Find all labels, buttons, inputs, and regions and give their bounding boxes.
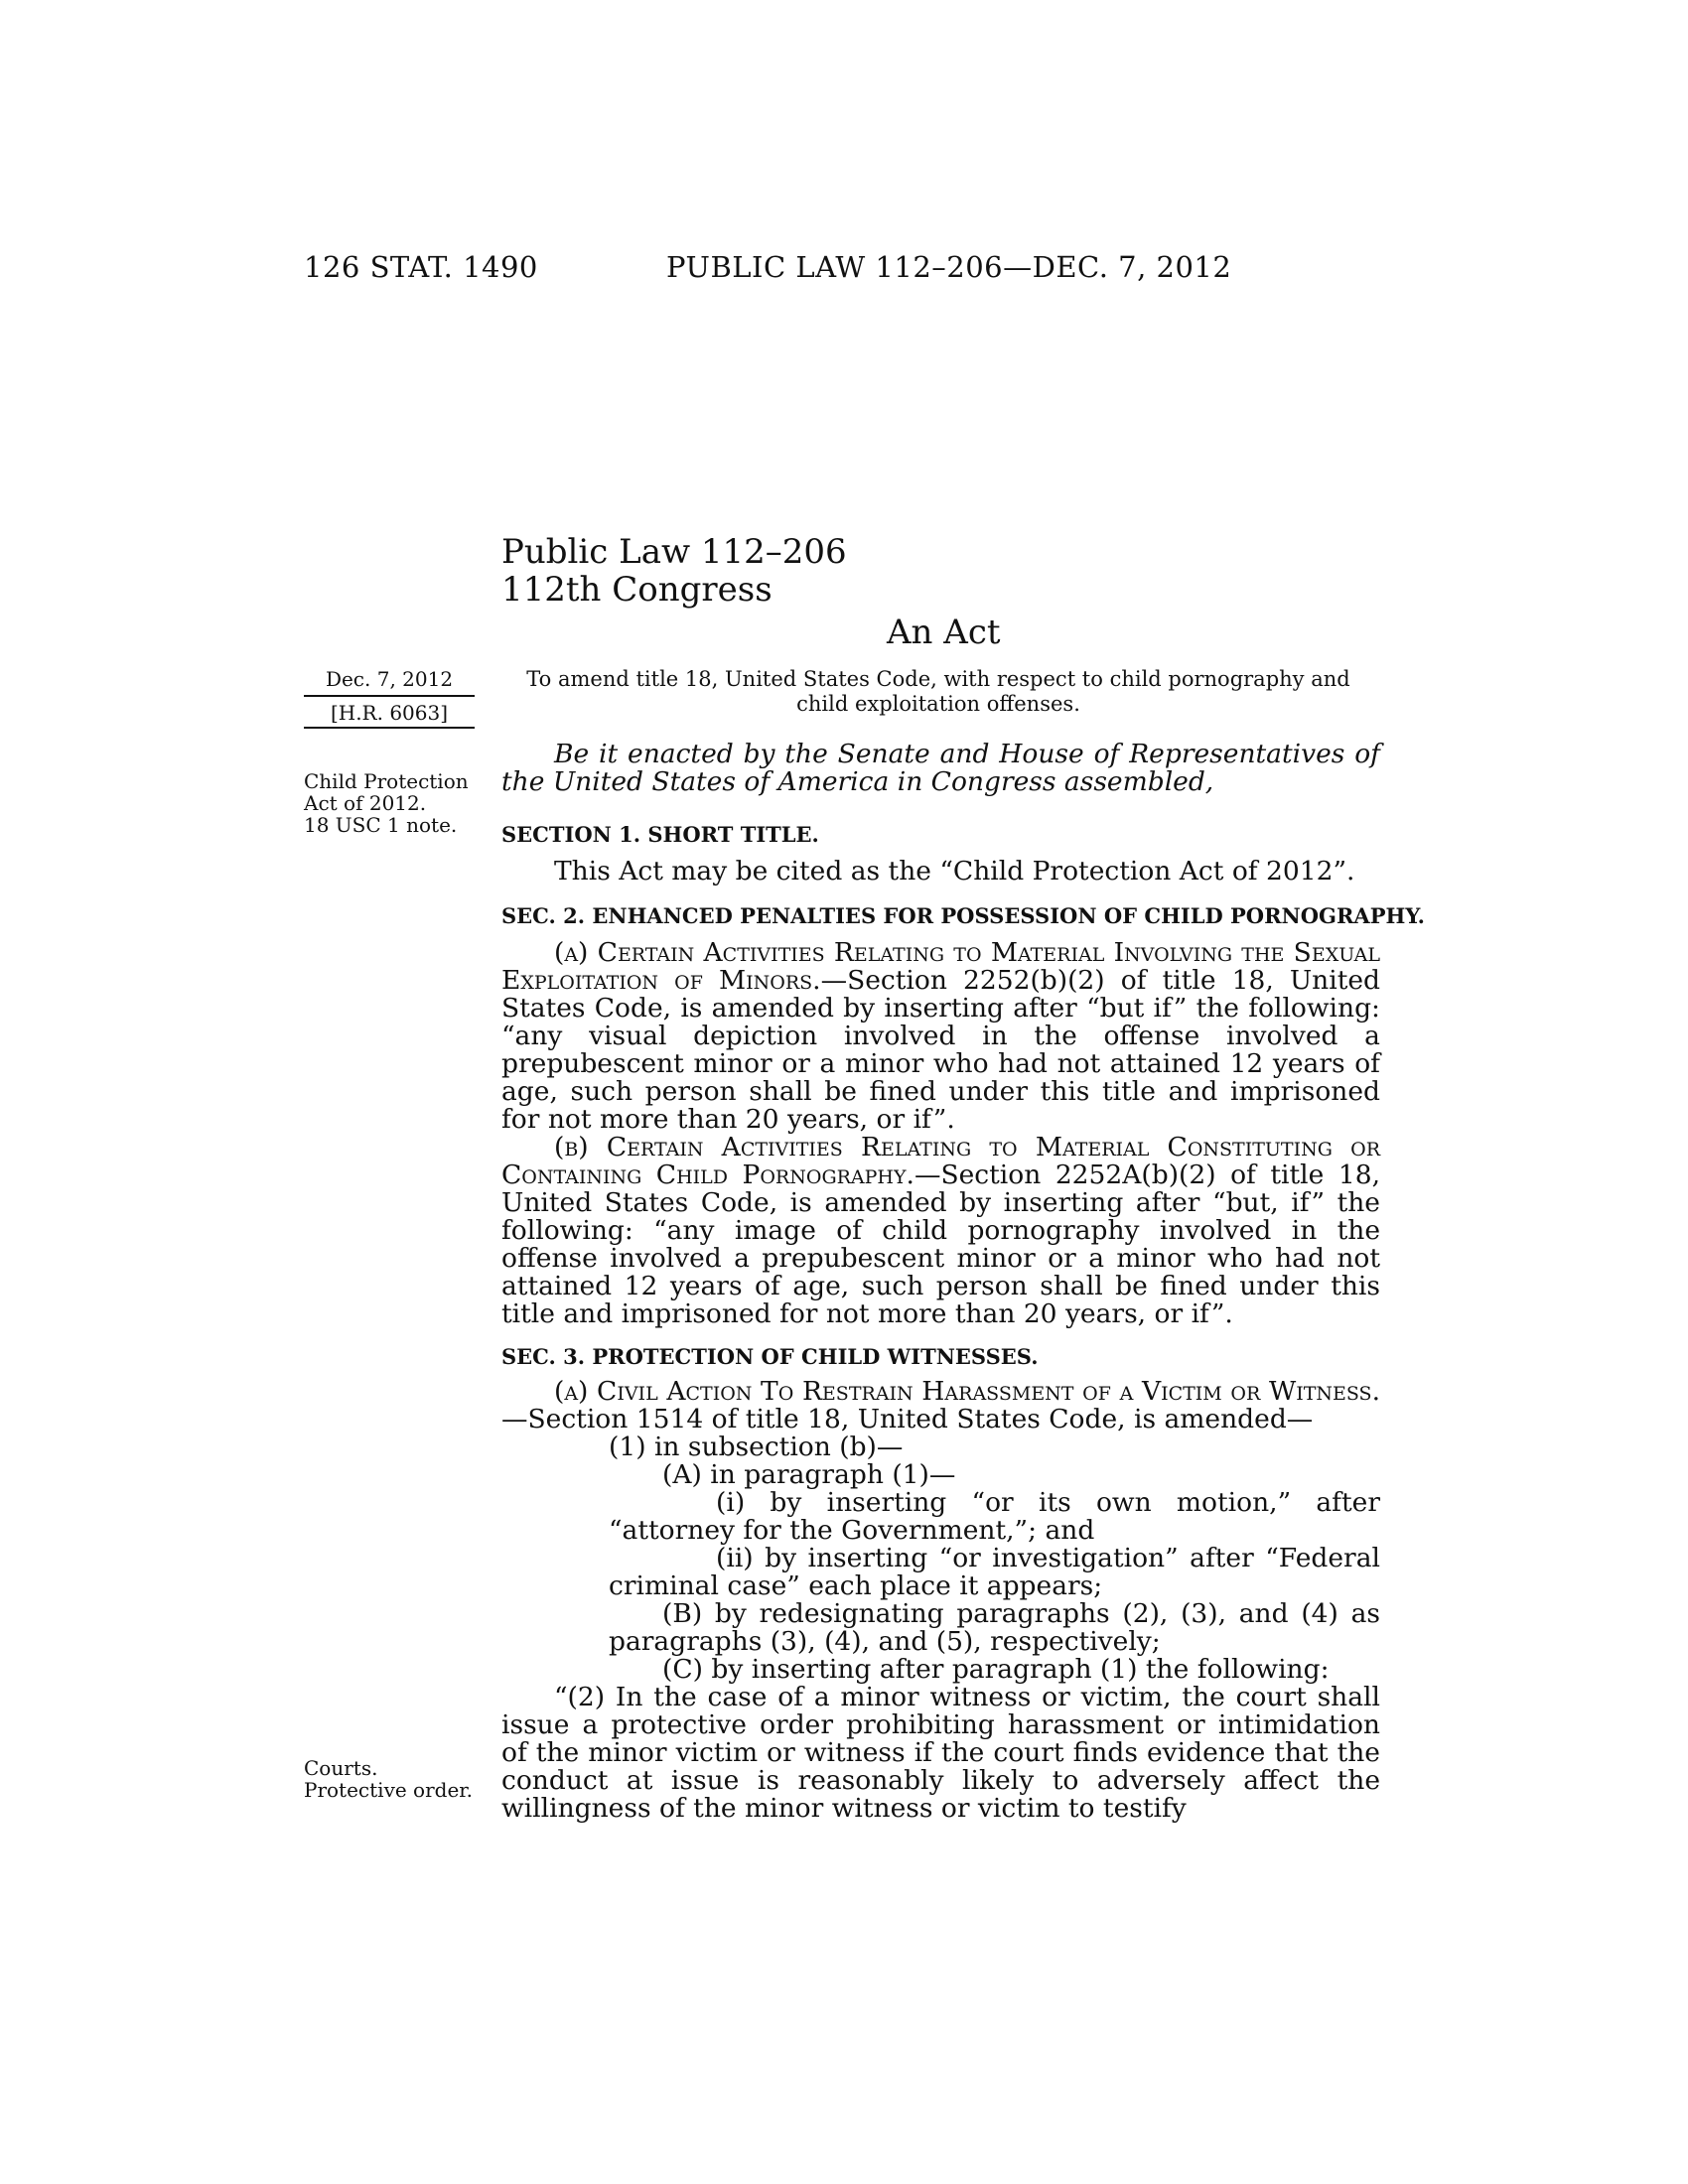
margin-note-line: Act of 2012.	[304, 791, 427, 815]
margin-note-courts	[304, 1757, 478, 1801]
margin-note-short-title	[304, 770, 478, 836]
sec3-a	[501, 1378, 1380, 1433]
running-header: PUBLIC LAW 112–206—DEC. 7, 2012	[666, 250, 1232, 284]
act-title: An Act	[887, 613, 1001, 652]
date-bill-box	[304, 667, 475, 729]
act-purpose: To amend title 18, United States Code, with respect to child pornography and child exploitation offenses.	[526, 667, 1350, 716]
sec1-text: This Act may be cited as the “Child Protection Act of 2012”.	[554, 856, 1355, 887]
list-item: (A) in paragraph (1)—	[662, 1459, 956, 1490]
list-item: (1) in subsection (b)—	[609, 1432, 904, 1462]
list-item: (ii) by inserting “or investigation” after “Federal criminal case” each place it appears;	[609, 1543, 1380, 1601]
public-law-number: Public Law 112–206	[501, 532, 847, 572]
list-item: (B) by redesignating paragraphs (2), (3), and (4) as paragraphs (3), (4), and (5), respectively;	[609, 1598, 1380, 1657]
sec2-heading: SEC. 2. ENHANCED PENALTIES FOR POSSESSION OF CHILD PORNOGRAPHY.	[501, 903, 1425, 928]
list-item: “(2) In the case of a minor witness or victim, the court shall issue a protective order prohibiting harassment or intimidation of the minor victim or witness if the court finds evidence that the conduct at issue is reasonably likely to adversely affect the willingness of the minor witness or victim to testify	[501, 1682, 1380, 1824]
sec2-a-label: (a) Certain Activities Relating to Material Involving the Sexual Exploitation of Minors.	[501, 937, 1380, 996]
body-text	[501, 739, 1425, 1824]
margin-note-line: Child Protection	[304, 769, 469, 793]
enactment-date: Dec. 7, 2012	[325, 667, 454, 691]
sec3-a-label: (a) Civil Action To Restrain Harassment of a Victim or Witness.	[554, 1376, 1380, 1407]
sec3-heading: SEC. 3. PROTECTION OF CHILD WITNESSES.	[501, 1344, 1039, 1369]
sec1-heading: SECTION 1. SHORT TITLE.	[501, 822, 819, 847]
list-item: (i) by inserting “or its own motion,” after “attorney for the Government,”; and	[609, 1487, 1380, 1546]
margin-note-line: Protective order.	[304, 1778, 474, 1802]
bill-number: [H.R. 6063]	[304, 697, 475, 729]
margin-note-line: Courts.	[304, 1756, 378, 1780]
enacting-clause: Be it enacted by the Senate and House of Representatives of the United States of America in Congress assembled,	[501, 739, 1380, 797]
sec3-a-text: —Section 1514 of title 18, United States Code, is amended—	[501, 1404, 1314, 1434]
list-item: (C) by inserting after paragraph (1) the following:	[662, 1654, 1330, 1685]
sec2-b-label: (b) Certain Activities Relating to Material Constituting or Containing Child Pornography.	[501, 1132, 1380, 1190]
congress-number: 112th Congress	[501, 570, 773, 610]
sec2-a	[501, 939, 1380, 1134]
sec2-a-text: —Section 2252(b)(2) of title 18, United States Code, is amended by inserting after “but if” the following: “any visual depiction involved in the offense involved a prepubescent minor or a minor who had not attained 12 years of age, such person shall be fined under this title and imprisoned for not more than 20 years, or if”.	[501, 965, 1381, 1135]
sec2-b-text: —Section 2252A(b)(2) of title 18, United States Code, is amended by inserting after “but, if” the following: “any image of child pornography involved in the offense involved a prepubescent minor or a minor who had not attained 12 years of age, such person shall be fined under this title and imprisoned for not more than 20 years, or if”.	[501, 1160, 1380, 1329]
margin-note-line: 18 USC 1 note.	[304, 813, 458, 837]
sec2-b	[501, 1134, 1380, 1328]
stat-citation: 126 STAT. 1490	[304, 250, 538, 284]
